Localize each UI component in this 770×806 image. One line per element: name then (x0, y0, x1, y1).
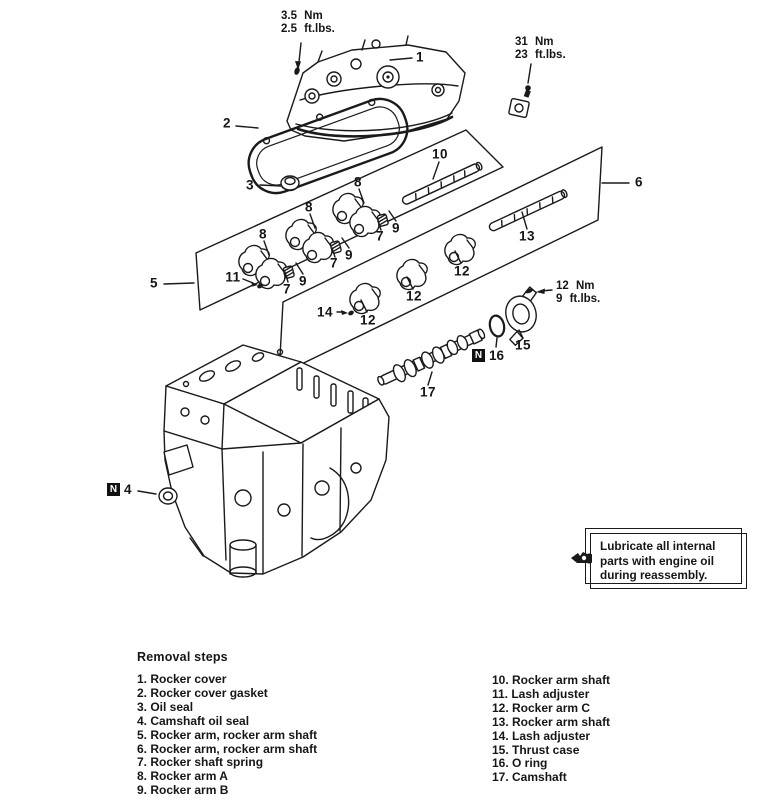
removal-step: 4. Camshaft oil seal (137, 713, 250, 728)
rocker-arms-ab-drawing (239, 193, 389, 289)
n-badge-icon: N (472, 349, 485, 362)
callout-camshaft: 17 (419, 384, 437, 400)
oil-can-icon (570, 549, 592, 571)
callout-lash-adjuster-14: 14 (316, 304, 334, 320)
callout-lash-adjuster-11: 11 (225, 269, 241, 285)
o-ring-drawing (488, 314, 506, 337)
removal-step: 16. O ring (492, 756, 548, 771)
callout-oil-seal: 3 (245, 177, 255, 193)
callout-rocker-arm-a-3: 8 (353, 174, 363, 190)
n-badge-icon: N (107, 483, 120, 496)
torque-ftlbs: 9 ft.lbs. (556, 292, 601, 305)
torque-nm: 3.5 Nm (281, 10, 323, 22)
oil-seal-drawing (281, 176, 299, 191)
removal-steps-title: Removal steps (137, 650, 228, 664)
removal-step: 6. Rocker arm, rocker arm shaft (137, 741, 318, 756)
removal-step: 11. Lash adjuster (492, 686, 590, 701)
removal-step: 5. Rocker arm, rocker arm shaft (137, 727, 318, 742)
removal-steps-right-column (492, 674, 610, 785)
camshaft-drawing (375, 326, 488, 391)
callout-rocker-arm-shaft-10: 10 (431, 146, 449, 162)
note-line: Lubricate all internal (600, 539, 716, 553)
torque-nm: 12 Nm (556, 280, 595, 292)
removal-step: 7. Rocker shaft spring (137, 755, 264, 770)
removal-step: 8. Rocker arm A (137, 769, 228, 784)
callout-rocker-arm-b-2: 9 (344, 247, 354, 263)
removal-steps-left-column (137, 673, 737, 798)
callout-rocker-arm-b-1: 9 (298, 273, 308, 289)
torque-nm: 31 Nm (515, 36, 554, 48)
rocker-shaft-10-drawing (401, 162, 483, 206)
callout-rocker-arm-c-1: 12 (359, 312, 377, 328)
note-line: parts with engine oil (600, 553, 715, 568)
callout-rocker-assembly-right: 6 (634, 174, 644, 190)
camshaft-oil-seal-drawing (159, 488, 177, 504)
callout-rocker-arm-b-3: 9 (391, 220, 401, 236)
callout-rocker-shaft-spring-3: 7 (375, 228, 385, 244)
callout-rocker-shaft-spring-1: 7 (282, 281, 292, 297)
removal-step: 13. Rocker arm shaft (492, 714, 611, 729)
callout-camshaft-oil-seal: 4 (124, 482, 132, 497)
callout-thrust-case: 15 (514, 337, 532, 353)
callout-rocker-shaft-spring-2: 7 (329, 255, 339, 271)
callout-rocker-arm-shaft-13: 13 (518, 228, 536, 244)
torque-ftlbs: 23 ft.lbs. (515, 48, 566, 61)
removal-step: 14. Lash adjuster (492, 728, 591, 743)
callout-rocker-assembly-left: 5 (149, 275, 159, 291)
torque-ftlbs: 2.5 ft.lbs. (281, 22, 335, 35)
removal-steps-section (137, 650, 737, 798)
removal-step: 12. Rocker arm C (492, 700, 591, 715)
rocker-cover-drawing (287, 36, 465, 141)
head-bolt-drawing (509, 85, 531, 117)
lubrication-note (590, 533, 747, 589)
rocker-shaft-13-drawing (488, 189, 568, 232)
callout-rocker-cover-gasket: 2 (222, 115, 232, 131)
engine-block-drawing (159, 345, 389, 577)
removal-step: 2. Rocker cover gasket (137, 685, 268, 700)
callout-rocker-arm-c-2: 12 (405, 288, 423, 304)
removal-step: 17. Camshaft (492, 770, 567, 785)
note-line: during reassembly. (600, 568, 708, 583)
callout-rocker-cover: 1 (415, 49, 425, 65)
removal-step: 10. Rocker arm shaft (492, 673, 611, 687)
rocker-arms-c-drawing (344, 234, 475, 316)
removal-step: 9. Rocker arm B (137, 783, 229, 798)
removal-step: 15. Thrust case (492, 742, 580, 757)
callout-rocker-arm-a-2: 8 (304, 199, 314, 215)
callout-o-ring: 16 (489, 348, 505, 363)
removal-step: 3. Oil seal (137, 699, 194, 714)
callout-rocker-arm-a-1: 8 (258, 226, 268, 242)
callout-rocker-arm-c-3: 12 (453, 263, 471, 279)
removal-step: 1. Rocker cover (137, 672, 227, 686)
